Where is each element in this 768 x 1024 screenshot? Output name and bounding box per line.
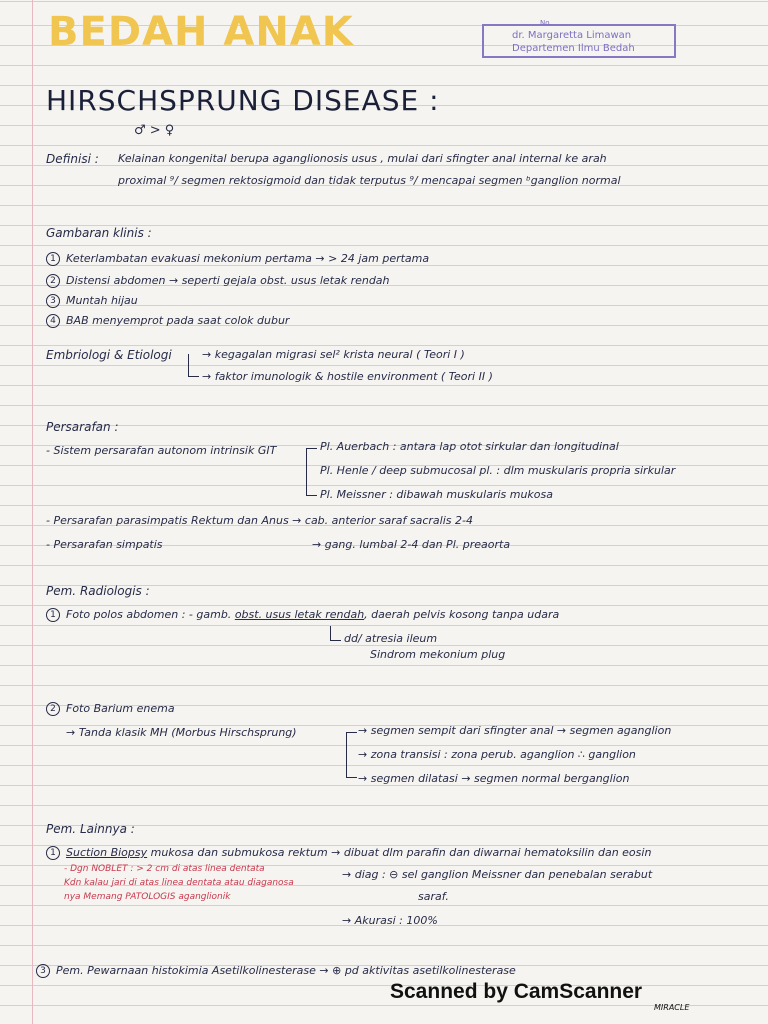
- item-number: 2: [46, 702, 60, 716]
- item-number: 3: [46, 294, 60, 308]
- item-text: : - gamb.: [181, 608, 232, 621]
- intrinsik-text: - Sistem persarafan autonom intrinsik GIT: [46, 444, 277, 457]
- plexus-item: Pl. Meissner : dibawah muskularis mukosa: [320, 488, 554, 501]
- tanda-item-text: zona transisi : zona perub. aganglion ∴ ganglion: [370, 748, 636, 761]
- embriologi-teori-2: → faktor imunologik & hostile environment ( Teori II ): [202, 370, 493, 383]
- gambaran-item-text: Muntah hijau: [66, 294, 138, 307]
- radiologis-item-1: [46, 608, 559, 622]
- margin-line: [32, 0, 33, 1024]
- stamp-dept: Departemen Ilmu Bedah: [512, 43, 635, 54]
- lainnya-item-1: [46, 846, 651, 860]
- parasimpatis-text: - Persarafan parasimpatis Rektum dan Anus → cab. anterior saraf sacralis 2-4: [46, 514, 473, 527]
- akurasi-text: → Akurasi : 100%: [342, 914, 438, 927]
- embriologi-bracket: [188, 354, 199, 377]
- item-label: Foto polos abdomen: [66, 608, 179, 621]
- dd-hook: [330, 626, 341, 641]
- stamp-name: dr. Margaretta Limawan: [512, 30, 632, 41]
- persarafan-label: Persarafan :: [46, 420, 119, 434]
- radiologis-label: Pem. Radiologis :: [46, 584, 150, 598]
- item-text: , daerah pelvis kosong tanpa udara: [364, 608, 560, 621]
- item-number: 1: [46, 846, 60, 860]
- gambaran-item: [46, 274, 390, 288]
- gambaran-item-text: BAB menyemprot pada saat colok dubur: [66, 314, 290, 327]
- red-note-3: nya Memang PATOLOGIS aganglionik: [64, 892, 231, 902]
- red-note-1: - Dgn NOBLET : > 2 cm di atas linea dentata: [64, 864, 265, 874]
- teori-2-text: faktor imunologik & hostile environment ( Teori II ): [214, 370, 493, 383]
- item-text: Pem. Pewarnaan histokimia Asetilkolinesterase → ⊕ pd aktivitas asetilkolinesterase: [56, 964, 516, 977]
- simpatis-target: → gang. lumbal 2-4 dan Pl. preaorta: [312, 538, 511, 551]
- page-title: BEDAH ANAK: [48, 9, 354, 55]
- tanda-item: → segmen sempit dari sfingter anal → segmen aganglion: [358, 724, 672, 737]
- doctor-stamp: [482, 19, 676, 58]
- gambaran-item-text: Keterlambatan evakuasi mekonium pertama → > 24 jam pertama: [66, 252, 430, 265]
- item-text-underlined: obst. usus letak rendah: [234, 608, 365, 621]
- dd-text-2: Sindrom mekonium plug: [370, 648, 506, 661]
- gambaran-item: [46, 252, 429, 266]
- embriologi-teori-1: → kegagalan migrasi sel² krista neural ( Teori I ): [202, 348, 465, 361]
- embriologi-label: Embriologi & Etiologi: [46, 348, 172, 362]
- gambaran-item-text: Distensi abdomen → seperti gejala obst. usus letak rendah: [66, 274, 390, 287]
- tanda-bracket: [346, 732, 357, 778]
- item-number: 2: [46, 274, 60, 288]
- tanda-item: → zona transisi : zona perub. aganglion ∴ ganglion: [358, 748, 636, 761]
- tanda-item-text: segmen sempit dari sfingter anal → segmen aganglion: [370, 724, 672, 737]
- gambaran-label: Gambaran klinis :: [46, 226, 152, 240]
- sex-ratio: ♂ > ♀: [134, 123, 175, 138]
- miracle-brand: MIRACLE: [654, 1003, 690, 1012]
- stamp-no: No.: [540, 19, 552, 27]
- diag-text: → diag : ⊖ sel ganglion Meissner dan penebalan serabut: [342, 868, 653, 881]
- item-number: 3: [36, 964, 50, 978]
- definisi-line-2: proximal ⁹/ segmen rektosigmoid dan tidak terputus ⁹/ mencapai segmen ᵇganglion normal: [118, 174, 621, 187]
- item-number: 1: [46, 252, 60, 266]
- dd-text: dd/ atresia ileum: [344, 632, 438, 645]
- tanda-item-text: segmen dilatasi → segmen normal berganglion: [370, 772, 630, 785]
- definisi-label: Definisi :: [46, 152, 99, 166]
- item-number: 1: [46, 608, 60, 622]
- tanda-item: → segmen dilatasi → segmen normal berganglion: [358, 772, 630, 785]
- item-label: Suction Biopsy: [66, 846, 148, 859]
- lainnya-label: Pem. Lainnya :: [46, 822, 135, 836]
- plexus-item: Pl. Auerbach : antara lap otot sirkular dan longitudinal: [320, 440, 619, 453]
- gambaran-item: [46, 314, 289, 328]
- teori-1-text: kegagalan migrasi sel² krista neural ( Teori I ): [214, 348, 465, 361]
- item-label: Foto Barium enema: [66, 702, 175, 715]
- plexus-bracket: [306, 448, 317, 496]
- item-text: mukosa dan submukosa rektum → dibuat dlm parafin dan diwarnai hematoksilin dan eosin: [150, 846, 652, 859]
- diag-text-2: saraf.: [418, 890, 449, 903]
- item-number: 4: [46, 314, 60, 328]
- definisi-line-1: Kelainan kongenital berupa aganglionosis usus , mulai dari sfingter anal internal ke arah: [118, 152, 607, 165]
- radiologis-item-2: [46, 702, 175, 716]
- tanda-text: → Tanda klasik MH (Morbus Hirschsprung): [66, 726, 297, 739]
- lainnya-item-3: [36, 964, 516, 978]
- gambaran-item: [46, 294, 138, 308]
- plexus-item: Pl. Henle / deep submucosal pl. : dlm muskularis propria sirkular: [320, 464, 676, 477]
- simpatis-text: - Persarafan simpatis: [46, 538, 163, 551]
- topic-heading: HIRSCHSPRUNG DISEASE :: [46, 84, 440, 117]
- camscanner-watermark: Scanned by CamScanner: [390, 980, 643, 1003]
- red-note-2: Kdn kalau jari di atas linea dentata atau diaganosa: [64, 878, 294, 888]
